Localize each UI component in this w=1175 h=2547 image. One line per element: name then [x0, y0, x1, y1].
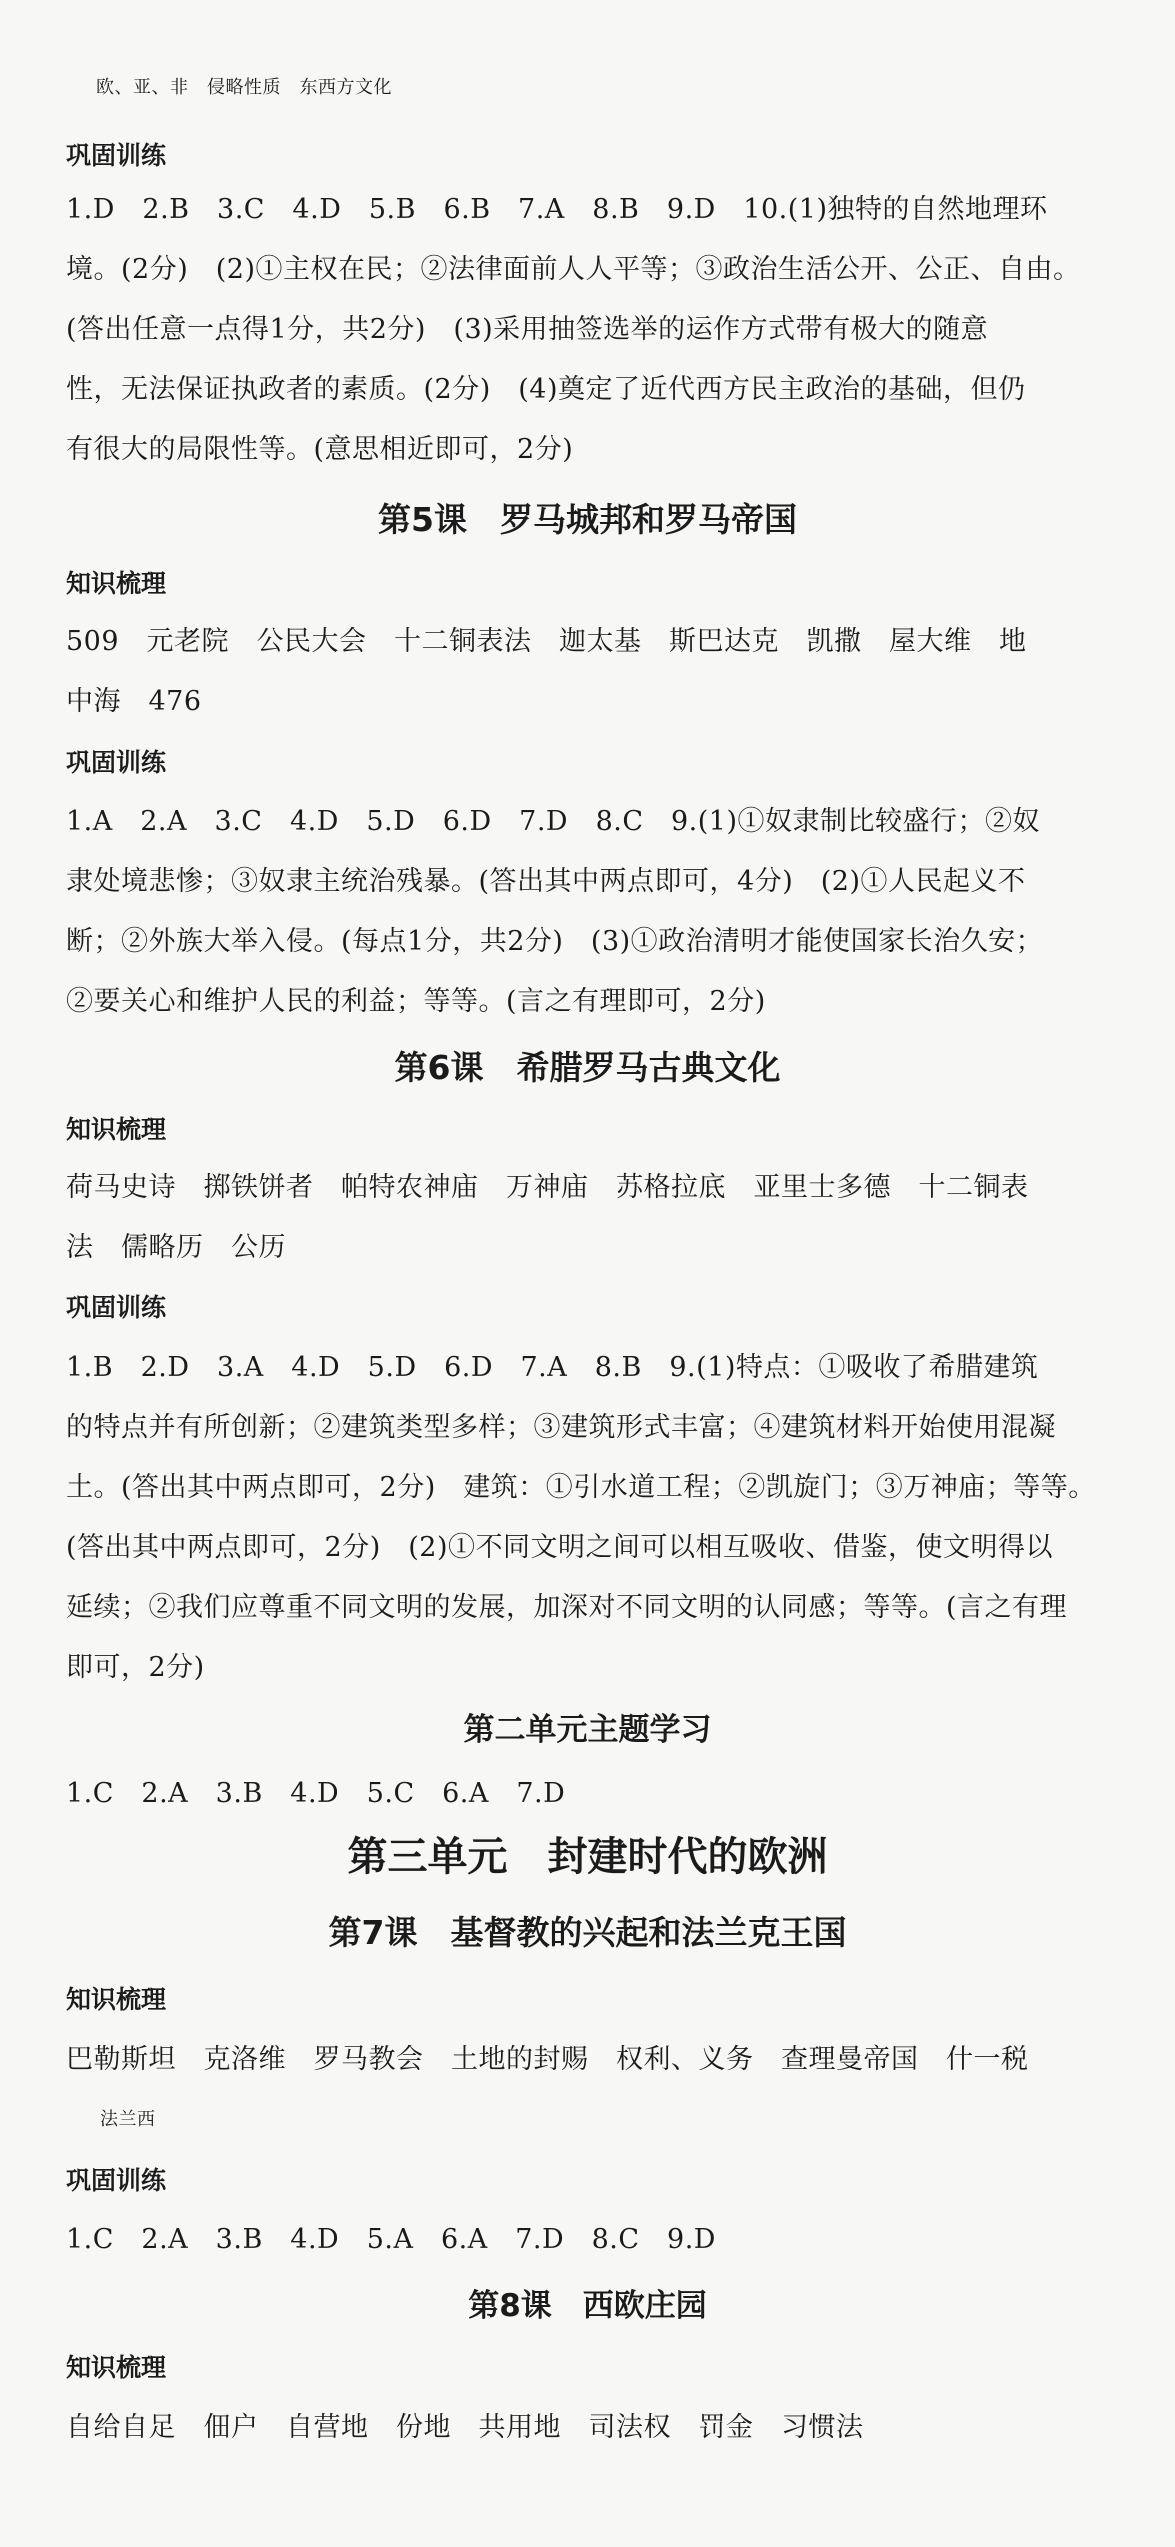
answer-line: 性，无法保证执政者的素质。(2分) (4)奠定了近代西方民主政治的基础，但仍 [66, 374, 1026, 405]
answer-line: 1.B 2.D 3.A 4.D 5.D 6.D 7.A 8.B 9.(1)特点：①吸收了希腊建筑 [66, 1352, 1039, 1383]
unit-title: 第三单元 封建时代的欧洲 [347, 1834, 828, 1880]
answer-line: ②要关心和维护人民的利益；等等。(言之有理即可，2分) [66, 986, 766, 1017]
section-label-practice: 巩固训练 [66, 2166, 167, 2195]
answer-line: 1.C 2.A 3.B 4.D 5.A 6.A 7.D 8.C 9.D [66, 2224, 716, 2255]
knowledge-line: 法 儒略历 公历 [66, 1232, 286, 1263]
section-label-knowledge: 知识梳理 [66, 1115, 167, 1144]
section-label-practice: 巩固训练 [66, 748, 167, 777]
lesson-title: 第8课 西欧庄园 [468, 2288, 707, 2324]
lesson-title: 第7课 基督教的兴起和法兰克王国 [328, 1913, 847, 1952]
answer-line: 1.D 2.B 3.C 4.D 5.B 6.B 7.A 8.B 9.D 10.(1)独特的自然地理环 [66, 194, 1048, 225]
section-label-knowledge: 知识梳理 [66, 1985, 167, 2014]
answer-line: 隶处境悲惨；③奴隶主统治残暴。(答出其中两点即可，4分) (2)①人民起义不 [66, 866, 1026, 897]
answer-line: 延续；②我们应尊重不同文明的发展，加深对不同文明的认同感；等等。(言之有理 [66, 1592, 1068, 1623]
section-label-practice: 巩固训练 [66, 1293, 167, 1322]
unit-review-title: 第二单元主题学习 [463, 1712, 712, 1748]
section-label-knowledge: 知识梳理 [66, 569, 167, 598]
answer-line: 土。(答出其中两点即可，2分) 建筑：①引水道工程；②凯旋门；③万神庙；等等。 [66, 1472, 1096, 1503]
answer-line: (答出其中两点即可，2分) (2)①不同文明之间可以相互吸收、借鉴，使文明得以 [66, 1532, 1053, 1563]
section-label-knowledge: 知识梳理 [66, 2353, 167, 2382]
answer-line: 即可，2分) [66, 1652, 205, 1683]
knowledge-line: 自给自足 佃户 自营地 份地 共用地 司法权 罚金 习惯法 [66, 2412, 864, 2443]
answer-line: 有很大的局限性等。(意思相近即可，2分) [66, 434, 574, 465]
answer-line: 1.A 2.A 3.C 4.D 5.D 6.D 7.D 8.C 9.(1)①奴隶制比较盛行；②奴 [66, 806, 1040, 837]
knowledge-line: 荷马史诗 掷铁饼者 帕特农神庙 万神庙 苏格拉底 亚里士多德 十二铜表 [66, 1172, 1029, 1203]
answer-line: 断；②外族大举入侵。(每点1分，共2分) (3)①政治清明才能使国家长治久安； [66, 926, 1044, 957]
lesson-title: 第6课 希腊罗马古典文化 [394, 1048, 781, 1087]
answer-line: 1.C 2.A 3.B 4.D 5.C 6.A 7.D [66, 1778, 566, 1809]
knowledge-line: 巴勒斯坦 克洛维 罗马教会 土地的封赐 权利、义务 查理曼帝国 什一税 [66, 2044, 1029, 2075]
knowledge-line: 法兰西 [100, 2109, 156, 2130]
answer-line: 的特点并有所创新；②建筑类型多样；③建筑形式丰富；④建筑材料开始使用混凝 [66, 1412, 1056, 1443]
lesson-title: 第5课 罗马城邦和罗马帝国 [378, 500, 797, 539]
knowledge-line: 509 元老院 公民大会 十二铜表法 迦太基 斯巴达克 凯撒 屋大维 地 [66, 626, 1027, 657]
answer-line: 境。(2分) (2)①主权在民；②法律面前人人平等；③政治生活公开、公正、自由。 [66, 254, 1081, 285]
section-label-practice: 巩固训练 [66, 141, 167, 170]
top-line: 欧、亚、非 侵略性质 东西方文化 [96, 77, 392, 98]
knowledge-line: 中海 476 [66, 686, 202, 717]
answer-line: (答出任意一点得1分，共2分) (3)采用抽签选举的运作方式带有极大的随意 [66, 314, 989, 345]
